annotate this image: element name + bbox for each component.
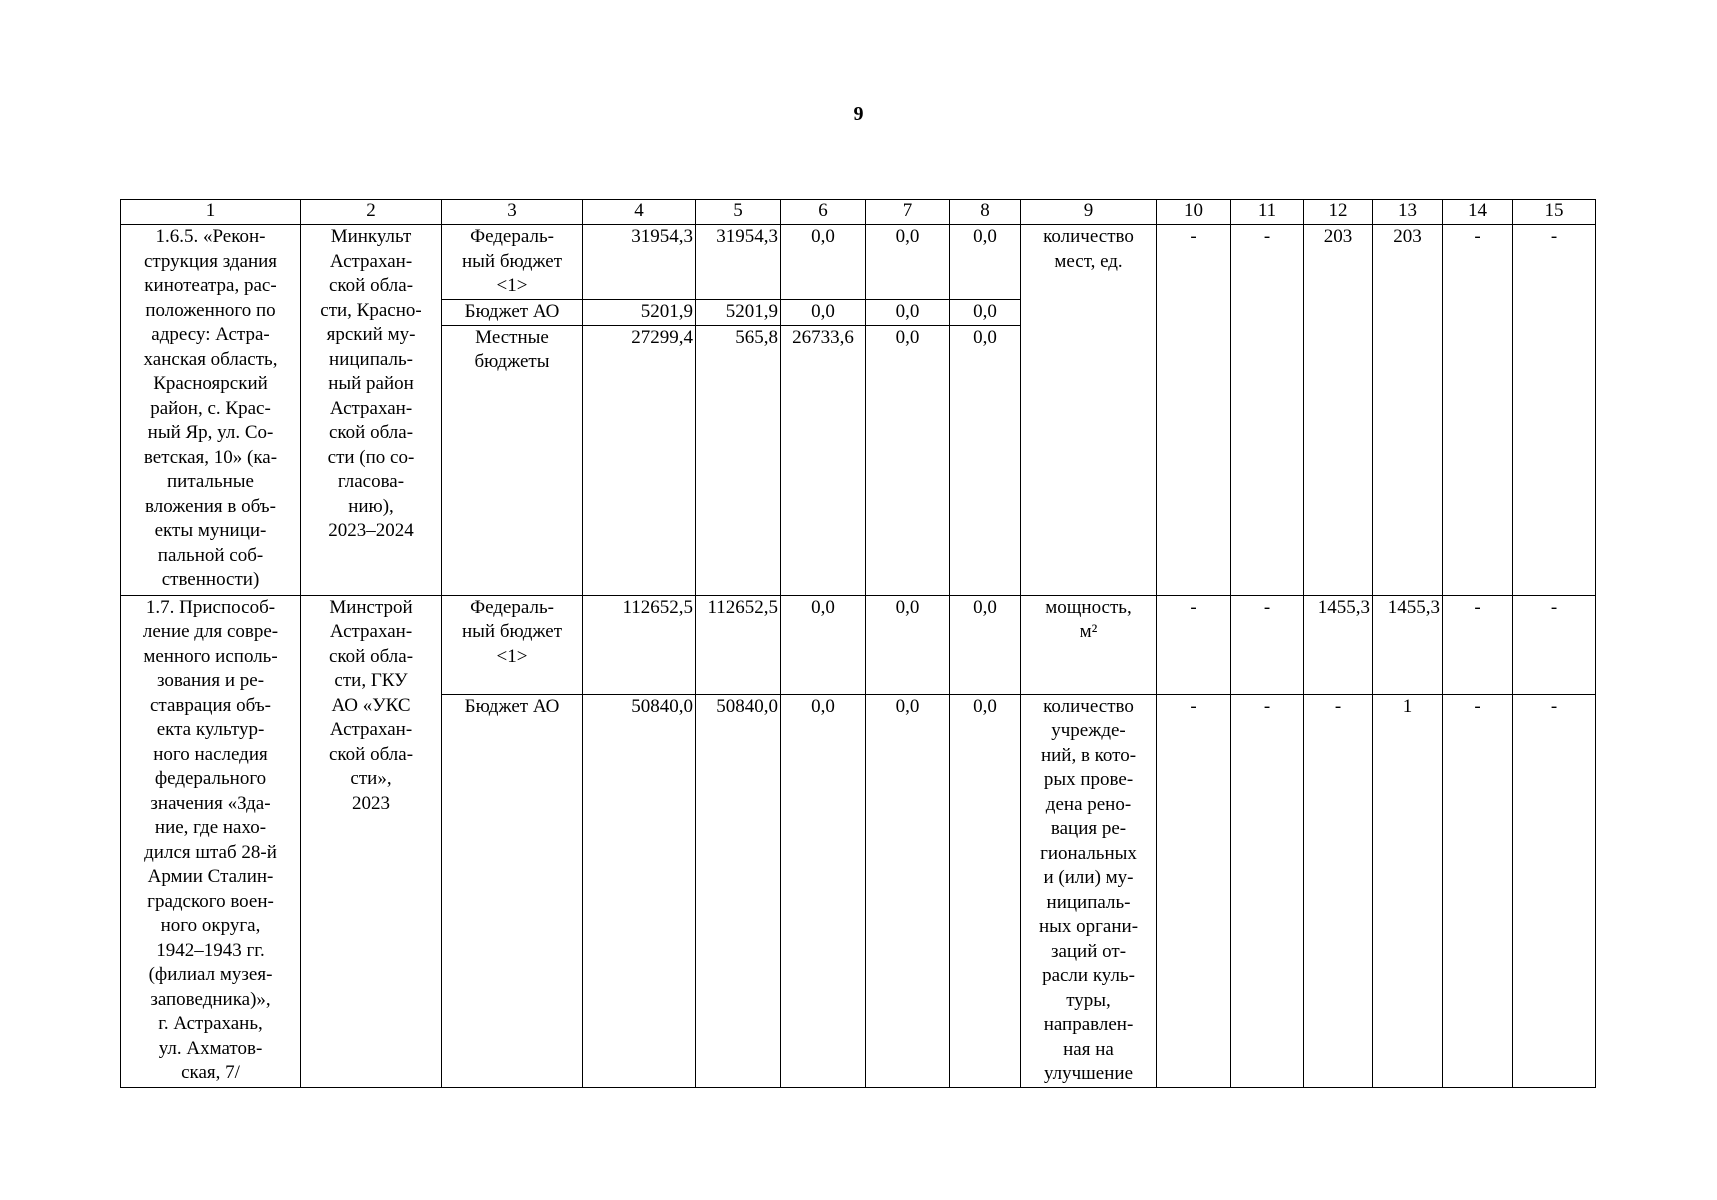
value-cell: 0,0 [950, 225, 1021, 300]
value-cell: 0,0 [866, 694, 950, 1087]
value-cell: 0,0 [781, 595, 866, 694]
column-header: 1 [121, 200, 301, 225]
value-cell: 0,0 [781, 299, 866, 325]
executor-cell: Минкульт Астрахан- ской обла- сти, Красно- ярский му- ниципаль- ный район Астрахан- ской обла- сти (по со- гласова- нию), 2023–2024 [301, 225, 442, 596]
column-header: 9 [1021, 200, 1157, 225]
value-cell: - [1157, 694, 1231, 1087]
value-cell: 1455,3 [1373, 595, 1443, 694]
table-row [121, 225, 1596, 300]
value-cell: 203 [1304, 225, 1373, 596]
column-header: 11 [1231, 200, 1304, 225]
value-cell: - [1304, 694, 1373, 1087]
value-cell: 50840,0 [583, 694, 696, 1087]
executor-cell: Минстрой Астрахан- ской обла- сти, ГКУ АО «УКС Астрахан- ской обла- сти», 2023 [301, 595, 442, 1087]
page-number: 9 [853, 103, 864, 125]
value-cell: 0,0 [781, 225, 866, 300]
funding-source-cell: Местные бюджеты [442, 325, 583, 595]
value-cell: 1455,3 [1304, 595, 1373, 694]
value-cell: 50840,0 [696, 694, 781, 1087]
funding-source-cell: Бюджет АО [442, 299, 583, 325]
value-cell: 1 [1373, 694, 1443, 1087]
value-cell: - [1231, 595, 1304, 694]
column-header: 14 [1443, 200, 1513, 225]
column-header: 4 [583, 200, 696, 225]
column-header: 13 [1373, 200, 1443, 225]
column-header: 8 [950, 200, 1021, 225]
value-cell: - [1513, 694, 1596, 1087]
column-header: 2 [301, 200, 442, 225]
value-cell: 0,0 [866, 225, 950, 300]
value-cell: - [1513, 225, 1596, 596]
value-cell: 112652,5 [583, 595, 696, 694]
value-cell: 27299,4 [583, 325, 696, 595]
funding-source-cell: Федераль- ный бюджет <1> [442, 225, 583, 300]
value-cell: 0,0 [781, 694, 866, 1087]
value-cell: 31954,3 [583, 225, 696, 300]
value-cell: 0,0 [950, 325, 1021, 595]
value-cell: 26733,6 [781, 325, 866, 595]
value-cell: - [1231, 225, 1304, 596]
value-cell: - [1443, 225, 1513, 596]
funding-source-cell: Бюджет АО [442, 694, 583, 1087]
column-header: 3 [442, 200, 583, 225]
value-cell: 0,0 [950, 694, 1021, 1087]
value-cell: 31954,3 [696, 225, 781, 300]
value-cell: 203 [1373, 225, 1443, 596]
value-cell: 112652,5 [696, 595, 781, 694]
column-header: 5 [696, 200, 781, 225]
table-row [121, 595, 1596, 694]
column-header: 10 [1157, 200, 1231, 225]
value-cell: 565,8 [696, 325, 781, 595]
measure-name-cell: 1.6.5. «Рекон- струкция здания кинотеатра, рас- положенного по адресу: Астра- ханская область, Красноярский район, с. Крас- ный Яр, ул. Со- ветская, 10» (ка- питальные вложения в объ- екты муници- пальной соб- ственности) [121, 225, 301, 596]
value-cell: 0,0 [866, 299, 950, 325]
value-cell: 0,0 [866, 325, 950, 595]
value-cell: 0,0 [866, 595, 950, 694]
value-cell: 0,0 [950, 595, 1021, 694]
value-cell: 0,0 [950, 299, 1021, 325]
value-cell: 5201,9 [583, 299, 696, 325]
value-cell: - [1157, 595, 1231, 694]
column-header: 15 [1513, 200, 1596, 225]
value-cell: - [1443, 595, 1513, 694]
value-cell: - [1231, 694, 1304, 1087]
column-header: 7 [866, 200, 950, 225]
column-header: 12 [1304, 200, 1373, 225]
indicator-cell: мощность, м² [1021, 595, 1157, 694]
value-cell: - [1513, 595, 1596, 694]
measure-name-cell: 1.7. Приспособ- ление для совре- менного исполь- зования и ре- ставрация объ- екта культур- ного наследия федерального значения «Зда- ние, где нахо- дился штаб 28-й Армии Сталин- градского воен- ного округа, 1942–1943 гг. (филиал музея- заповедника)», г. Астрахань, ул. Ахматов- ская, 7/ [121, 595, 301, 1087]
program-table [120, 199, 1596, 1088]
value-cell: - [1443, 694, 1513, 1087]
indicator-cell: количество мест, ед. [1021, 225, 1157, 596]
value-cell: - [1157, 225, 1231, 596]
column-header: 6 [781, 200, 866, 225]
indicator-cell: количество учрежде- ний, в кото- рых прове- дена рено- вация ре- гиональных и (или) му- ниципаль- ных органи- заций от- расли куль- туры, направлен- ная на улучшение [1021, 694, 1157, 1087]
funding-source-cell: Федераль- ный бюджет <1> [442, 595, 583, 694]
value-cell: 5201,9 [696, 299, 781, 325]
table-header-row [121, 200, 1596, 225]
